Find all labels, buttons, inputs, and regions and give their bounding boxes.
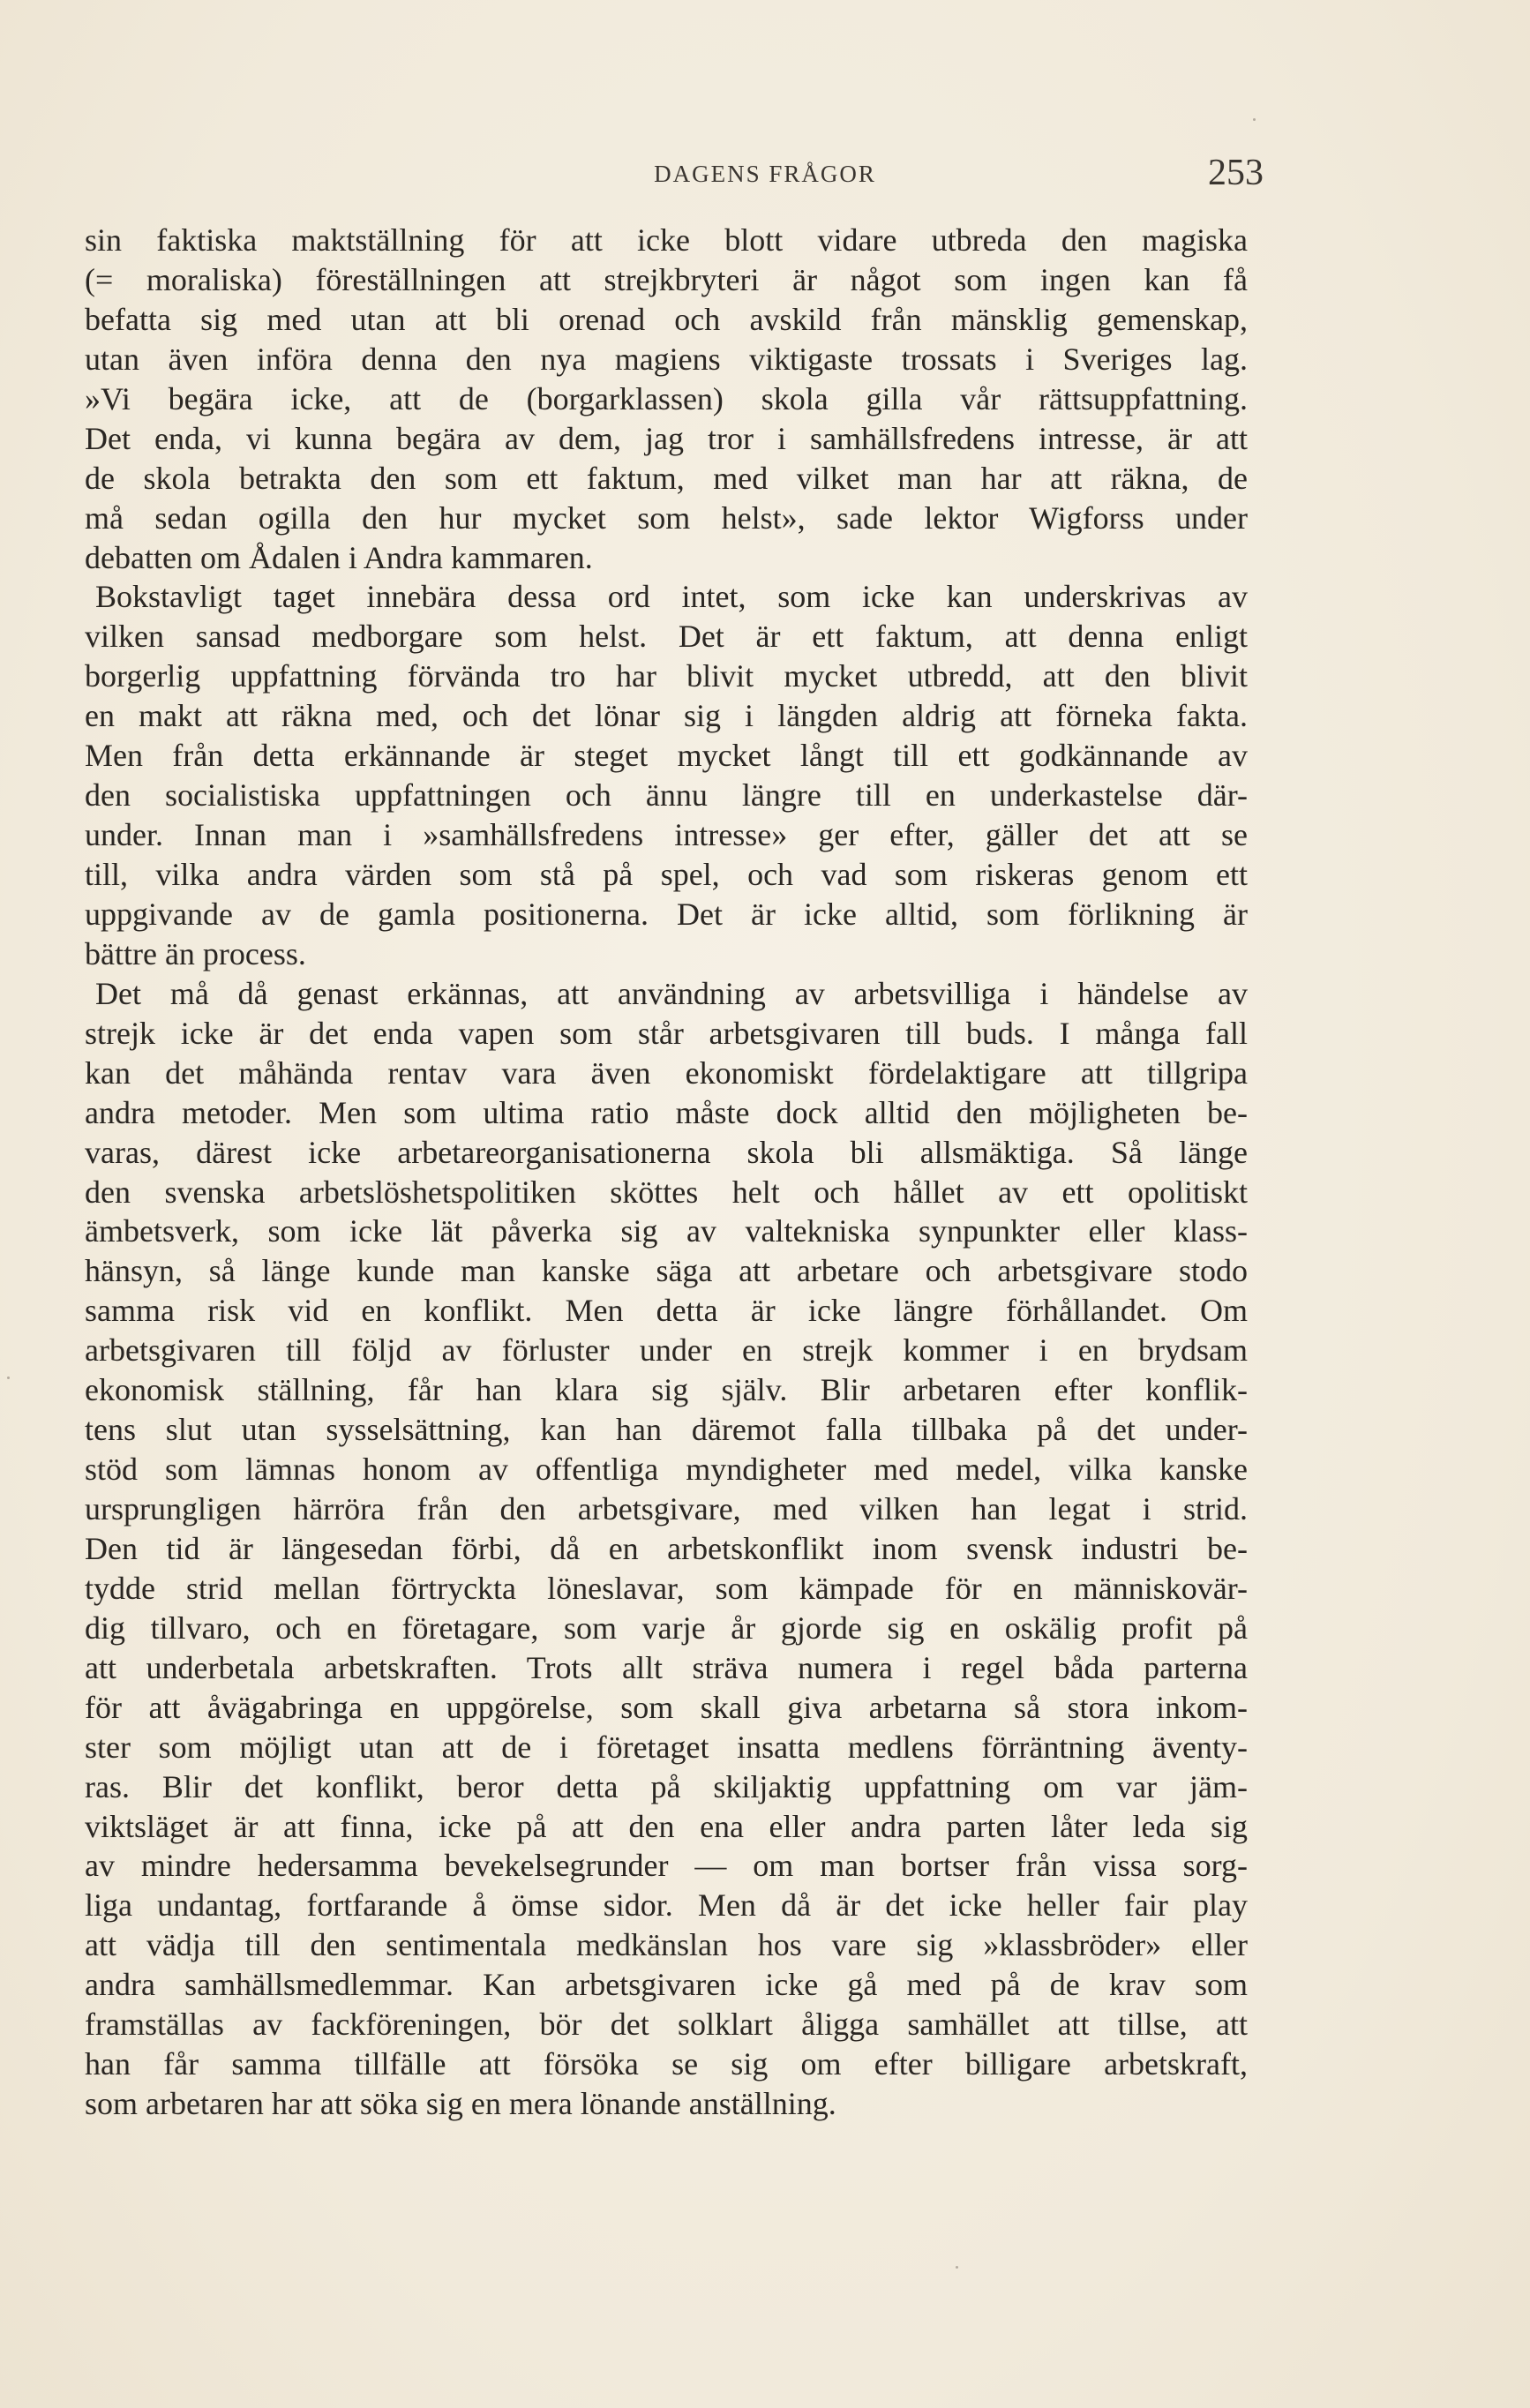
text-line: sin faktiska maktställning för att icke blott vidare utbreda den magiska — [85, 222, 1248, 258]
text-line: strejk icke är det enda vapen som står arbetsgivaren till buds. I många fall — [85, 1015, 1248, 1051]
text-line: den socialistiska uppfattningen och ännu längre till en underkastelse där- — [85, 777, 1248, 814]
text-line: ämbetsverk, som icke lät påverka sig av valtekniska synpunkter eller klass- — [85, 1213, 1248, 1249]
body-text — [85, 221, 1248, 2124]
text-line: kan det måhända rentav vara även ekonomiskt fördelaktigare att tillgripa — [85, 1054, 1248, 1091]
text-line: en makt att räkna med, och det lönar sig i längden aldrig att förneka fakta. — [85, 698, 1248, 734]
text-line: må sedan ogilla den hur mycket som helst», sade lektor Wigforss under — [85, 499, 1248, 536]
text-line: liga undantag, fortfarande å ömse sidor. Men då är det icke heller fair play — [85, 1887, 1248, 1924]
text-line: debatten om Ådalen i Andra kammaren. — [85, 539, 593, 575]
text-line: utan även införa denna den nya magiens viktigaste trossats i Sveriges lag. — [85, 341, 1248, 377]
text-line: för att åvägabringa en uppgörelse, som skall giva arbetarna så stora inkom- — [85, 1689, 1248, 1725]
text-line: av mindre hedersamma bevekelsegrunder — om man bortser från vissa sorg- — [85, 1848, 1248, 1884]
text-line: framställas av fackföreningen, bör det solklart åligga samhället att tillse, att — [85, 2007, 1248, 2043]
text-line: Bokstavligt taget innebära dessa ord intet, som icke kan underskrivas av — [95, 579, 1248, 615]
text-line: tens slut utan sysselsättning, kan han däremot falla tillbaka på det under- — [85, 1412, 1248, 1448]
text-line: viktsläget är att finna, icke på att den ena eller andra parten låter leda sig — [85, 1808, 1248, 1844]
text-line: hänsyn, så länge kunde man kanske säga att arbetare och arbetsgivare stodo — [85, 1253, 1248, 1289]
text-line: ras. Blir det konflikt, beror detta på skiljaktig uppfattning om var jäm- — [85, 1768, 1248, 1804]
text-line: som arbetaren har att söka sig en mera lönande anställning. — [85, 2086, 836, 2122]
text-line: ster som möjligt utan att de i företaget insatta medlens förräntning äventy- — [85, 1729, 1248, 1765]
text-line: under. Innan man i »samhällsfredens intresse» ger efter, gäller det att se — [85, 817, 1248, 853]
text-line: Det enda, vi kunna begära av dem, jag tror i samhällsfredens intresse, är att — [85, 420, 1248, 456]
text-line: stöd som lämnas honom av offentliga myndigheter med medel, vilka kanske — [85, 1452, 1248, 1488]
text-line: arbetsgivaren till följd av förluster under en strejk kommer i en brydsam — [85, 1332, 1248, 1369]
text-line: andra samhällsmedlemmar. Kan arbetsgivaren icke gå med på de krav som — [85, 1967, 1248, 2003]
text-line: Men från detta erkännande är steget mycket långt till ett godkännande av — [85, 738, 1248, 774]
text-line: att underbetala arbetskraften. Trots allt sträva numera i regel båda parterna — [85, 1649, 1248, 1685]
paper-speck — [1253, 118, 1256, 121]
text-line: de skola betrakta den som ett faktum, med vilket man har att räkna, de — [85, 460, 1248, 496]
text-line: borgerlig uppfattning förvända tro har blivit mycket utbredd, att den blivit — [85, 658, 1248, 694]
text-line: att vädja till den sentimentala medkänslan hos vare sig »klassbröder» eller — [85, 1927, 1248, 1963]
text-line: till, vilka andra värden som stå på spel, och vad som riskeras genom ett — [85, 857, 1248, 892]
text-line: den svenska arbetslöshetspolitiken sköttes helt och hållet av ett opolitiskt — [85, 1174, 1248, 1210]
text-line: han får samma tillfälle att försöka se sig om efter billigare arbetskraft, — [85, 2046, 1248, 2082]
text-line: ursprungligen härröra från den arbetsgivare, med vilken han legat i strid. — [85, 1491, 1248, 1527]
text-line: dig tillvaro, och en företagare, som varje år gjorde sig en oskälig profit på — [85, 1609, 1248, 1646]
running-title: DAGENS FRÅGOR — [654, 161, 876, 187]
paper-speck — [956, 2266, 958, 2269]
text-line: samma risk vid en konflikt. Men detta är icke längre förhållandet. Om — [85, 1293, 1248, 1329]
text-line: (= moraliska) föreställningen att strejkbryteri är något som ingen kan få — [85, 261, 1248, 297]
text-line: »Vi begära icke, att de (borgarklassen) skola gilla vår rättsuppfattning. — [85, 380, 1248, 416]
text-line: Den tid är längesedan förbi, då en arbetskonflikt inom svensk industri be- — [85, 1530, 1248, 1566]
text-line: Det må då genast erkännas, att användning av arbetsvilliga i händelse av — [95, 975, 1248, 1011]
text-line: bättre än process. — [85, 935, 306, 971]
text-line: andra metoder. Men som ultima ratio måste dock alltid den möjligheten be- — [85, 1094, 1248, 1130]
running-head — [0, 152, 1530, 196]
text-line: befatta sig med utan att bli orenad och avskild från mänsklig gemenskap, — [85, 301, 1248, 337]
text-line: ekonomisk ställning, får han klara sig själv. Blir arbetaren efter konflik- — [85, 1372, 1248, 1408]
text-line: vilken sansad medborgare som helst. Det är ett faktum, att denna enligt — [85, 619, 1248, 655]
text-line: varas, därest icke arbetareorganisationerna skola bli allsmäktiga. Så länge — [85, 1134, 1248, 1170]
text-line: uppgivande av de gamla positionerna. Det är icke alltid, som förlikning är — [85, 896, 1248, 932]
page-number: 253 — [1208, 153, 1264, 193]
paper-speck — [7, 1377, 10, 1379]
text-line: tydde strid mellan förtryckta löneslavar, som kämpade för en människovär- — [85, 1570, 1248, 1606]
